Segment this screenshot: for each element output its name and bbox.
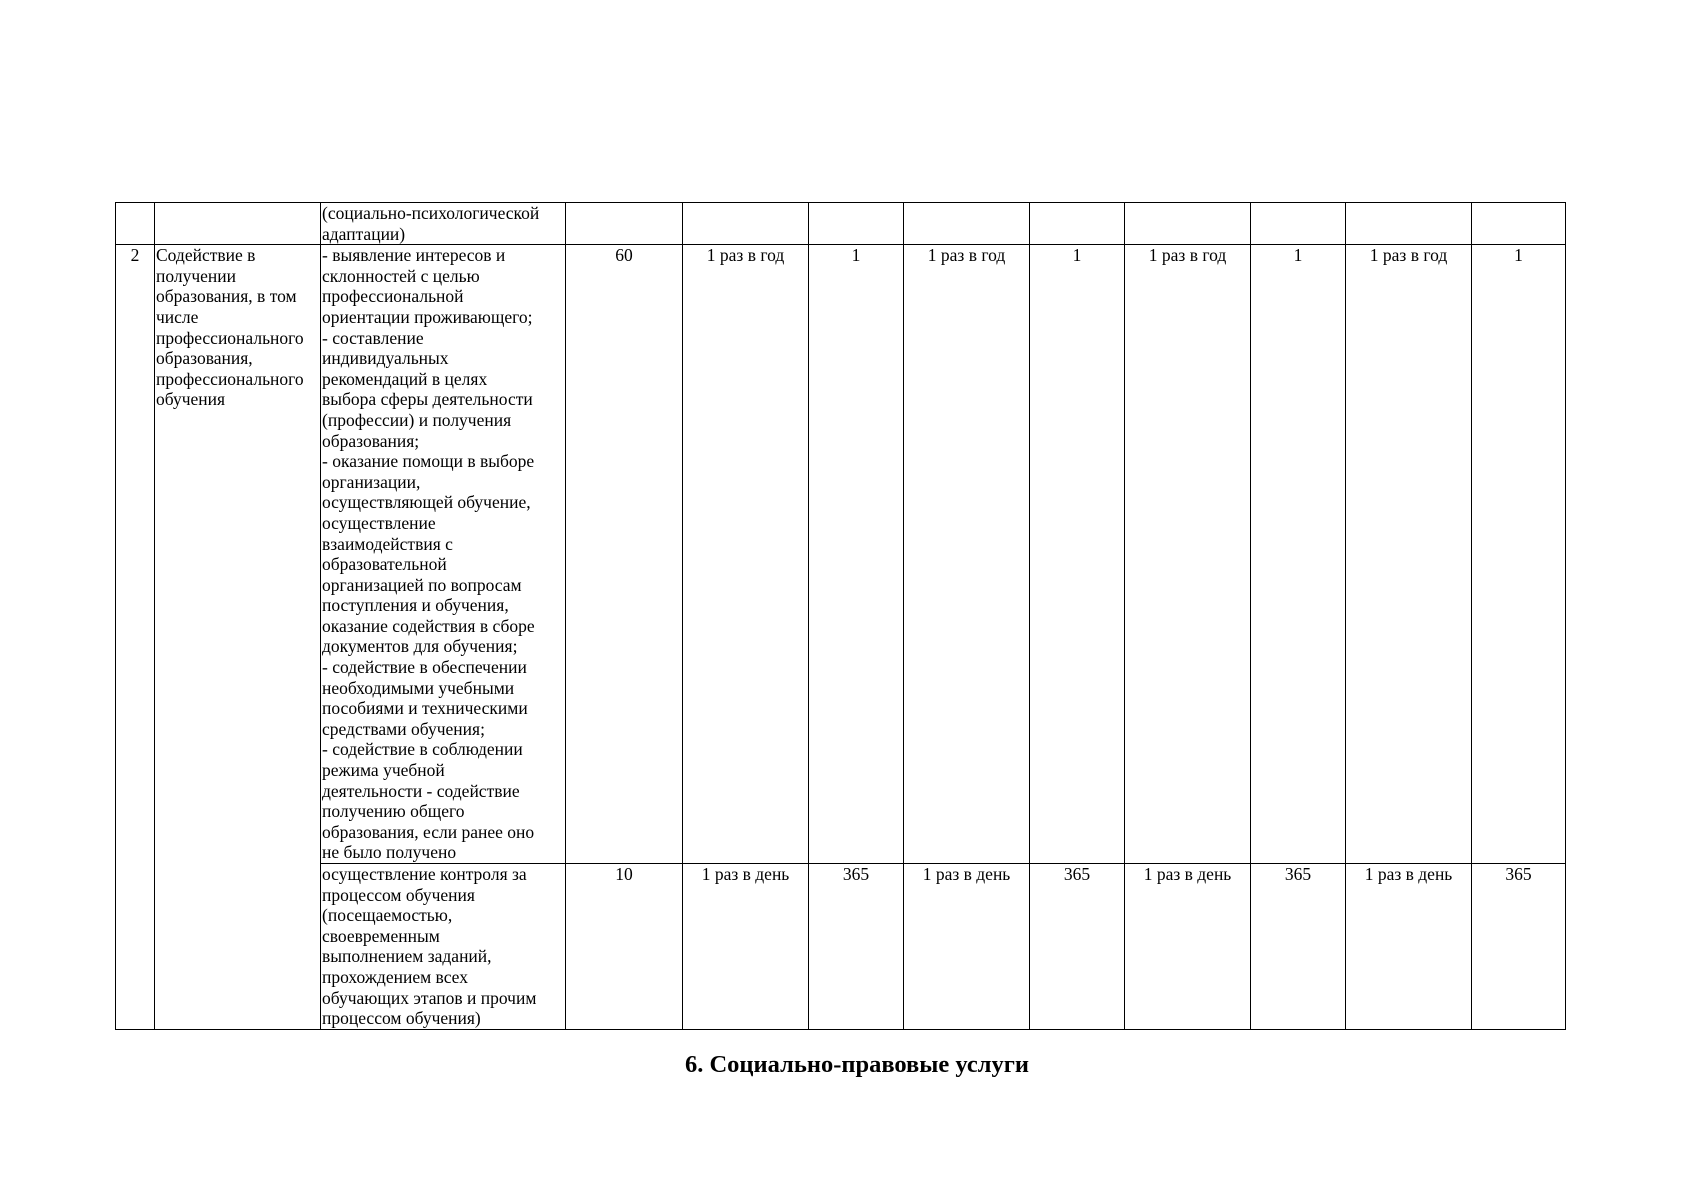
service-name-cell: Содействие в получении образования, в том числе профессионального образования, профессионального обучения	[155, 245, 321, 1030]
service-description-cell: осуществление контроля за процессом обучения (посещаемостью, своевременным выполнением заданий, прохождением всех обучающих этапов и прочим процессом обучения)	[321, 864, 566, 1030]
frequency-cell: 1 раз в год	[1125, 245, 1251, 864]
count-cell: 1	[1472, 245, 1566, 864]
services-table	[115, 202, 1566, 1030]
count-cell: 365	[809, 864, 904, 1030]
service-name-cell	[155, 203, 321, 245]
value-cell	[1125, 203, 1251, 245]
value-cell	[1346, 203, 1472, 245]
frequency-cell: 1 раз в день	[1125, 864, 1251, 1030]
table-row	[116, 245, 1566, 864]
row-number-cell	[116, 203, 155, 245]
table-row	[116, 203, 1566, 245]
count-cell: 1	[1251, 245, 1346, 864]
frequency-cell: 1 раз в год	[904, 245, 1030, 864]
value-cell	[1472, 203, 1566, 245]
frequency-cell: 1 раз в год	[1346, 245, 1472, 864]
frequency-cell: 1 раз в год	[683, 245, 809, 864]
frequency-cell: 1 раз в день	[904, 864, 1030, 1030]
row-number-cell: 2	[116, 245, 155, 1030]
count-cell: 365	[1251, 864, 1346, 1030]
count-cell: 1	[1030, 245, 1125, 864]
service-description-cell: (социально-психологической адаптации)	[321, 203, 566, 245]
service-description-cell: - выявление интересов и склонностей с целью профессиональной ориентации проживающего; - составление индивидуальных рекомендаций в целях выбора сферы деятельности (профессии) и получения образования; - оказание помощи в выборе организации, осуществляющей обучение, осуществление взаимодействия с образовательной организацией по вопросам поступления и обучения, оказание содействия в сборе документов для обучения; - содействие в обеспечении необходимыми учебными пособиями и техническими средствами обучения; - содействие в соблюдении режима учебной деятельности - содействие получению общего образования, если ранее оно не было получено	[321, 245, 566, 864]
value-cell	[1251, 203, 1346, 245]
value-cell	[683, 203, 809, 245]
value-cell	[1030, 203, 1125, 245]
frequency-cell: 1 раз в день	[683, 864, 809, 1030]
value-cell: 10	[566, 864, 683, 1030]
section-heading: 6. Социально-правовые услуги	[684, 1051, 1030, 1078]
count-cell: 365	[1030, 864, 1125, 1030]
count-cell: 365	[1472, 864, 1566, 1030]
value-cell	[809, 203, 904, 245]
value-cell	[566, 203, 683, 245]
count-cell: 1	[809, 245, 904, 864]
frequency-cell: 1 раз в день	[1346, 864, 1472, 1030]
value-cell	[904, 203, 1030, 245]
table-row	[116, 864, 1566, 1030]
value-cell: 60	[566, 245, 683, 864]
